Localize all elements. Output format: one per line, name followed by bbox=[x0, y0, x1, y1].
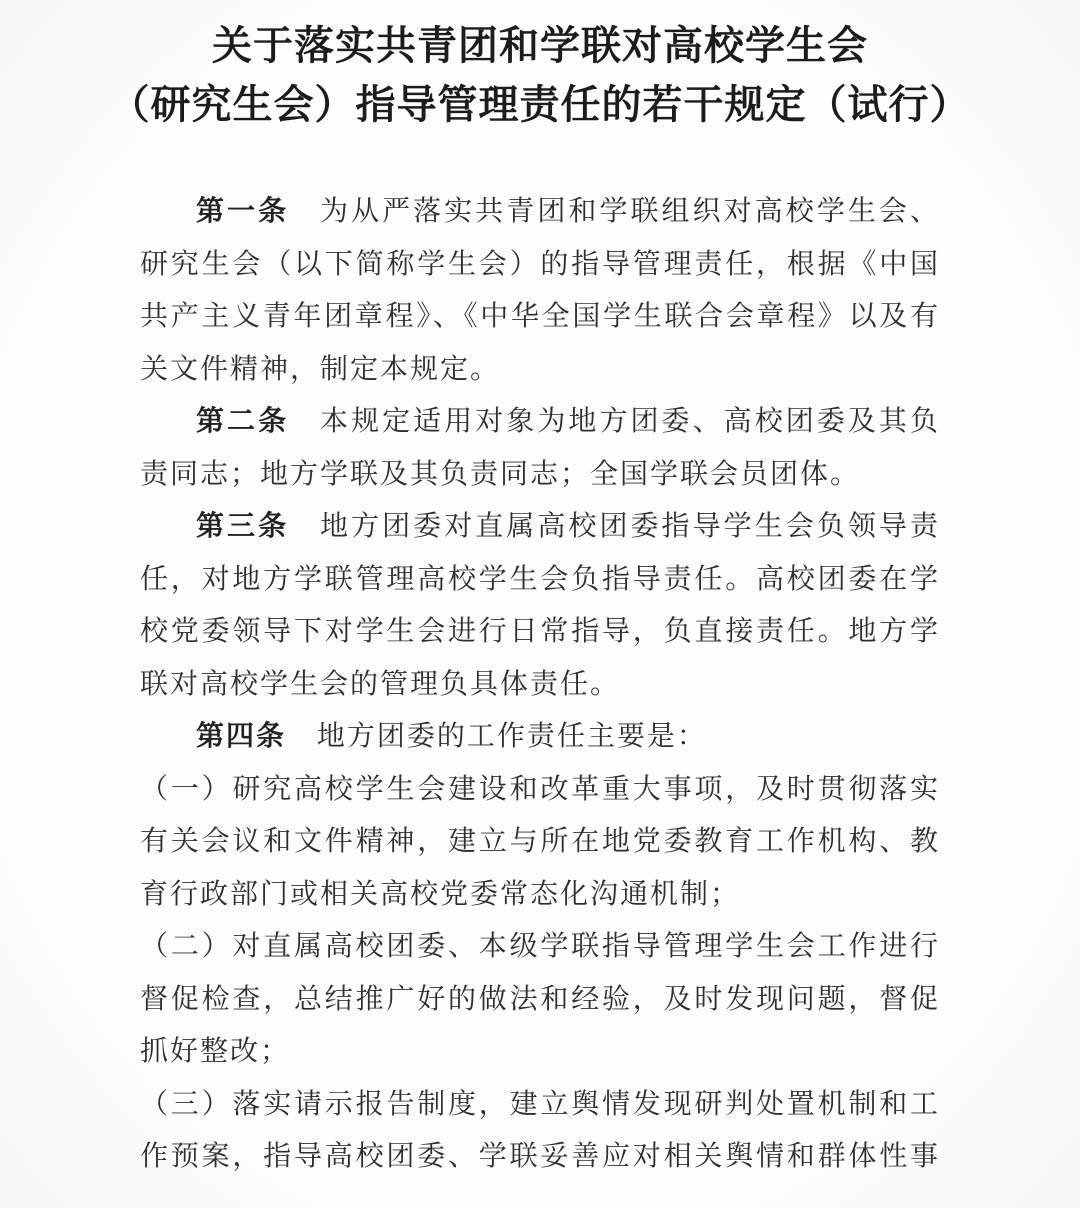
document-body bbox=[140, 186, 940, 1184]
clause-label: 第一条 bbox=[196, 196, 290, 227]
clause-label: 第四条 bbox=[196, 721, 287, 752]
clause-text: （二）对直属高校团委、本级学联指导管理学生会工作进行督促检查，总结推广好的做法和经验，及时发现问题，督促抓好整改； bbox=[140, 931, 940, 1067]
clause-text: 地方团委的工作责任主要是： bbox=[316, 721, 707, 752]
sub-item-paragraph-3 bbox=[140, 1079, 940, 1184]
document-title-line2: （研究生会）指导管理责任的若干规定（试行） bbox=[109, 82, 971, 127]
clause-paragraph-1 bbox=[140, 186, 940, 396]
clause-text: 地方团委对直属高校团委指导学生会负领导责任，对地方学联管理高校学生会负指导责任。高校团委在学校党委领导下对学生会进行日常指导，负直接责任。地方学联对高校学生会的管理负具体责任。 bbox=[140, 511, 940, 700]
document-title bbox=[80, 16, 1000, 134]
clause-paragraph-3 bbox=[140, 501, 940, 711]
clause-paragraph-4 bbox=[140, 711, 940, 764]
sub-item-paragraph-1 bbox=[140, 764, 940, 922]
clause-paragraph-2 bbox=[140, 396, 940, 501]
clause-text: （一）研究高校学生会建设和改革重大事项，及时贯彻落实有关会议和文件精神，建立与所在地党委教育工作机构、教育行政部门或相关高校党委常态化沟通机制； bbox=[140, 773, 940, 910]
sub-item-paragraph-2 bbox=[140, 921, 940, 1079]
clause-text: （三）落实请示报告制度，建立舆情发现研判处置机制和工作预案，指导高校团委、学联妥善应对相关舆情和群体性事 bbox=[140, 1088, 940, 1172]
clause-label: 第二条 bbox=[196, 406, 290, 437]
clause-text: 本规定适用对象为地方团委、高校团委及其负责同志；地方学联及其负责同志；全国学联会员团体。 bbox=[140, 406, 940, 490]
document-title-line1: 关于落实共青团和学联对高校学生会 bbox=[212, 23, 868, 68]
clause-text: 为从严落实共青团和学联组织对高校学生会、研究生会（以下简称学生会）的指导管理责任，根据《中国共产主义青年团章程》、《中华全国学生联合会章程》以及有关文件精神，制定本规定。 bbox=[140, 196, 940, 385]
clause-label: 第三条 bbox=[196, 511, 290, 542]
